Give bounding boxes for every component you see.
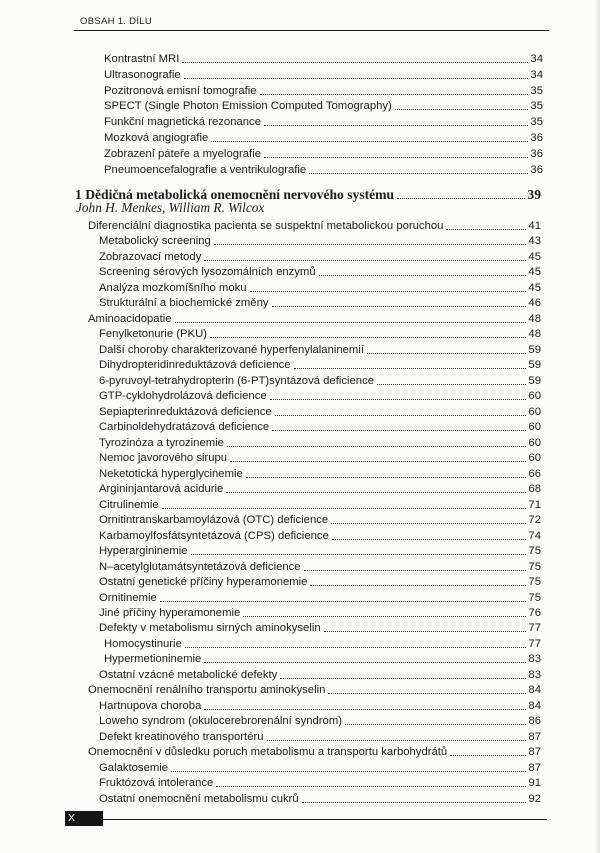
toc-entry-title: Pneumoencefalografie a ventrikulografie (104, 163, 307, 176)
toc-entry (99, 544, 541, 558)
toc-entry (99, 327, 541, 341)
toc-entry-page-number: 43 (528, 235, 541, 248)
toc-entry-title: Fruktózová intolerance (99, 777, 214, 790)
dot-leader (275, 415, 527, 416)
dot-leader (264, 125, 528, 126)
toc-entry-page-number: 77 (528, 622, 541, 635)
toc-entry-title: Mozková angiografie (104, 132, 209, 144)
toc-entry (88, 683, 541, 697)
toc-entry-page-number: 75 (528, 560, 541, 573)
toc-entry-title: Jiné příčiny hyperamonemie (99, 607, 241, 619)
toc-entry (99, 498, 541, 512)
dot-leader (230, 461, 526, 462)
toc-entry (99, 467, 541, 481)
toc-entry-title: Sepiapterinreduktázová deficience (99, 405, 272, 418)
dot-leader (304, 570, 527, 571)
dot-leader (175, 322, 527, 323)
toc-entry (99, 761, 541, 775)
dot-leader (227, 446, 526, 447)
toc-entry (99, 234, 541, 248)
toc-entry-page-number: 35 (530, 84, 543, 97)
toc-entry-page-number: 60 (528, 452, 541, 465)
toc-entry (99, 575, 541, 589)
dot-leader (264, 157, 528, 158)
toc-entry-title: SPECT (Single Photon Emission Computed Tomography) (104, 100, 392, 113)
dot-leader (226, 492, 526, 493)
toc-entry (99, 358, 541, 372)
toc-entry-page-number: 86 (528, 715, 541, 728)
toc-entry-title: Defekty v metabolismu sirných aminokyselin (99, 622, 321, 635)
toc-entry-page-number: 87 (528, 730, 541, 743)
dot-leader (184, 78, 529, 79)
page-edge-shadow (594, 0, 600, 853)
toc-entry-title: Carbinoldehydratázová deficience (99, 421, 270, 434)
dot-leader (204, 260, 526, 261)
toc-entry (104, 84, 543, 98)
toc-entry-page-number: 60 (528, 390, 541, 403)
toc-entry (104, 68, 543, 82)
toc-entry (99, 296, 541, 310)
toc-entry (99, 513, 541, 527)
dot-leader (243, 616, 526, 617)
toc-entry (104, 52, 543, 66)
dot-leader (328, 693, 526, 694)
toc-entry (99, 389, 541, 403)
toc-entry (104, 163, 543, 177)
toc-entry-title: Strukturální a biochemické změny (99, 297, 269, 310)
toc-entry-page-number: 59 (528, 343, 541, 356)
toc-entry-title: Funkční magnetická rezonance (104, 116, 261, 129)
toc-entry (99, 374, 541, 388)
dot-leader (331, 523, 526, 524)
toc-entry-title: 6-pyruvoyl-tetrahydropterin (6-PT)syntázová deficience (99, 374, 375, 387)
dot-leader (395, 109, 529, 110)
toc-entry (99, 451, 541, 465)
dot-leader (450, 755, 526, 756)
toc-entry-page-number: 34 (530, 53, 543, 65)
toc-entry-title: Galaktosemie (99, 761, 169, 774)
toc-entry-page-number: 60 (528, 436, 541, 449)
toc-entry (99, 714, 541, 728)
toc-entry (88, 745, 541, 759)
dot-leader (319, 275, 527, 276)
toc-entry-page-number: 72 (528, 514, 541, 527)
dot-leader (214, 244, 527, 245)
dot-leader (310, 585, 526, 586)
toc-entry (99, 529, 541, 543)
toc-entry-title: Hartnupova choroba (99, 699, 202, 712)
dot-leader (210, 337, 526, 338)
toc-entry-page-number: 60 (528, 421, 541, 434)
toc-entry-page-number: 91 (528, 777, 541, 790)
toc-entry-page-number: 48 (528, 312, 541, 325)
toc-entry-page-number: 35 (530, 116, 543, 129)
toc-entry (99, 792, 541, 806)
toc-entry-title: Homocystinurie (104, 637, 182, 650)
toc-entry-title: Ostatní onemocnění metabolismu cukrů (99, 792, 299, 805)
dot-leader (171, 771, 526, 772)
toc-entry-page-number: 59 (528, 374, 541, 387)
dot-leader (280, 678, 526, 679)
toc-entry-page-number: 92 (528, 792, 541, 805)
toc-entry-page-number: 36 (530, 147, 543, 160)
dot-leader (250, 291, 527, 292)
toc-entry-title: Argininjantarová acidurie (99, 483, 224, 496)
toc-entry-title: Pozitronová emisní tomografie (104, 84, 257, 97)
toc-entry-page-number: 48 (528, 328, 541, 341)
toc-entry (88, 219, 541, 233)
toc-entry (99, 776, 541, 790)
toc-entry-page-number: 68 (528, 483, 541, 496)
toc-entry (99, 420, 541, 434)
dot-leader (332, 539, 527, 540)
toc-entry (99, 250, 541, 264)
header-rule (74, 30, 549, 31)
dot-leader (216, 786, 526, 787)
footer-rule (65, 819, 547, 820)
toc-entry-title: N–acetylglutamátsyntetázová deficience (99, 560, 301, 573)
toc-entry-page-number: 84 (528, 684, 541, 697)
toc-entry-title: Onemocnění renálního transportu aminokyselin (88, 684, 326, 697)
toc-entry-title: Hypermetioninemie (104, 653, 202, 666)
toc-entry-title: Loweho syndrom (okulocerebrorenální syndrom) (99, 715, 342, 728)
dot-leader (446, 229, 526, 230)
toc-entry (99, 621, 541, 635)
toc-entry-title: Aminoacidopatie (88, 312, 172, 325)
toc-entry (99, 482, 541, 496)
toc-entry-title: Onemocnění v důsledku poruch metabolismu a transportu karbohydrátů (88, 746, 448, 759)
toc-entry-page-number: 74 (528, 529, 541, 542)
dot-leader (191, 554, 527, 555)
toc-entry-page-number: 34 (530, 68, 543, 81)
dot-leader (367, 353, 526, 354)
toc-entry-title: Kontrastní MRI (104, 53, 180, 65)
dot-leader (272, 430, 526, 431)
toc-entry (104, 147, 543, 161)
dot-leader (185, 647, 527, 648)
toc-entry-title: Screening sérových lysozomálních enzymů (99, 266, 316, 279)
toc-entry (104, 99, 543, 113)
toc-entry-page-number: 83 (528, 668, 541, 681)
toc-entry-title: Citrulinemie (99, 498, 159, 511)
page-folio: X (65, 811, 103, 826)
toc-entry-title: Metabolický screening (99, 235, 211, 248)
toc-entry-page-number: 41 (528, 220, 541, 232)
toc-entry-page-number: 46 (528, 297, 541, 310)
dot-leader (204, 709, 526, 710)
dot-leader (397, 198, 525, 199)
toc-entry-page-number: 83 (528, 653, 541, 666)
toc-entry (99, 591, 541, 605)
dot-leader (182, 62, 528, 63)
toc-entry-title: Ostatní genetické příčiny hyperamonemie (99, 576, 308, 589)
toc-entry-page-number: 75 (528, 576, 541, 589)
dot-leader (267, 740, 527, 741)
dot-leader (272, 306, 527, 307)
dot-leader (162, 508, 527, 509)
toc-entry (88, 312, 541, 326)
toc-entry (104, 115, 543, 129)
chapter-page-number: 39 (527, 187, 541, 202)
chapter-authors: John H. Menkes, William R. Wilcox (76, 200, 265, 215)
toc-entry-page-number: 66 (528, 467, 541, 480)
toc-entry-title: Defekt kreatinového transportéru (99, 730, 264, 743)
toc-entry-page-number: 87 (528, 761, 541, 774)
toc-entry-title: Nemoc javorového sirupu (99, 452, 228, 465)
toc-entry-title: Hyperargininemie (99, 545, 188, 558)
dot-leader (302, 802, 527, 803)
toc-entry-title: Analýza mozkomíšního moku (99, 281, 247, 294)
toc-entry-page-number: 77 (528, 637, 541, 650)
dot-leader (294, 368, 527, 369)
toc-entry-page-number: 45 (528, 266, 541, 279)
dot-leader (309, 173, 528, 174)
toc-entry (99, 668, 541, 682)
toc-entry-page-number: 59 (528, 359, 541, 372)
toc-entry-page-number: 60 (528, 405, 541, 418)
toc-entry-page-number: 84 (528, 699, 541, 712)
toc-entry-page-number: 35 (530, 100, 543, 113)
toc-entry-title: Dihydropteridinreduktázová deficience (99, 359, 291, 372)
dot-leader (204, 662, 526, 663)
toc-entry-page-number: 87 (528, 746, 541, 759)
toc-entry (99, 606, 541, 620)
toc-entry-title: GTP-cyklohydrolázová deficience (99, 390, 267, 403)
toc-entry (99, 436, 541, 450)
toc-entry-title: Ornitintranskarbamoylázová (OTC) deficience (99, 514, 329, 527)
toc-entry-page-number: 75 (528, 591, 541, 604)
dot-leader (260, 94, 529, 95)
toc-entry (99, 405, 541, 419)
toc-entry (104, 652, 541, 666)
toc-entry (104, 131, 543, 145)
toc-entry-title: Tyrozinóza a tyrozinemie (99, 436, 224, 449)
running-head: OBSAH 1. DÍLU (80, 16, 153, 27)
toc-entry-title: Ultrasonografie (104, 68, 181, 81)
toc-entry (99, 265, 541, 279)
toc-entry-title: Zobrazovací metody (99, 250, 202, 263)
toc-entry-title: Karbamoylfosfátsyntetázová (CPS) deficience (99, 529, 329, 542)
toc-entry-title: Neketotická hyperglycinemie (99, 467, 243, 480)
toc-entry-title: Ornitinemie (99, 591, 157, 604)
dot-leader (345, 724, 526, 725)
toc-entry-page-number: 45 (528, 250, 541, 263)
toc-entry-title: Zobrazení páteře a myelografie (104, 147, 261, 160)
toc-entry-page-number: 36 (530, 132, 543, 144)
toc-entry-title: Fenylketonurie (PKU) (99, 328, 207, 341)
toc-entry (99, 730, 541, 744)
toc-entry (104, 637, 541, 651)
toc-entry-title: Diferenciální diagnostika pacienta se suspektní metabolickou poruchou (88, 220, 444, 232)
toc-entry (99, 560, 541, 574)
dot-leader (211, 141, 528, 142)
toc-entry-page-number: 71 (528, 498, 541, 511)
toc-entry (99, 343, 541, 357)
toc-entry-title: Ostatní vzácné metabolické defekty (99, 668, 278, 681)
toc-entry-page-number: 75 (528, 545, 541, 558)
toc-entry (99, 699, 541, 713)
toc-entry-title: Další choroby charakterizované hyperfenylalaninemií (99, 343, 364, 356)
dot-leader (377, 384, 526, 385)
toc-entry-page-number: 36 (530, 163, 543, 176)
toc-entry (99, 281, 541, 295)
chapter-title: 1 Dědičná metabolická onemocnění nervového systému (75, 187, 395, 202)
dot-leader (160, 601, 527, 602)
toc-entry-page-number: 76 (528, 607, 541, 619)
dot-leader (270, 399, 527, 400)
dot-leader (246, 477, 527, 478)
toc-entry-page-number: 45 (528, 281, 541, 294)
dot-leader (324, 631, 527, 632)
